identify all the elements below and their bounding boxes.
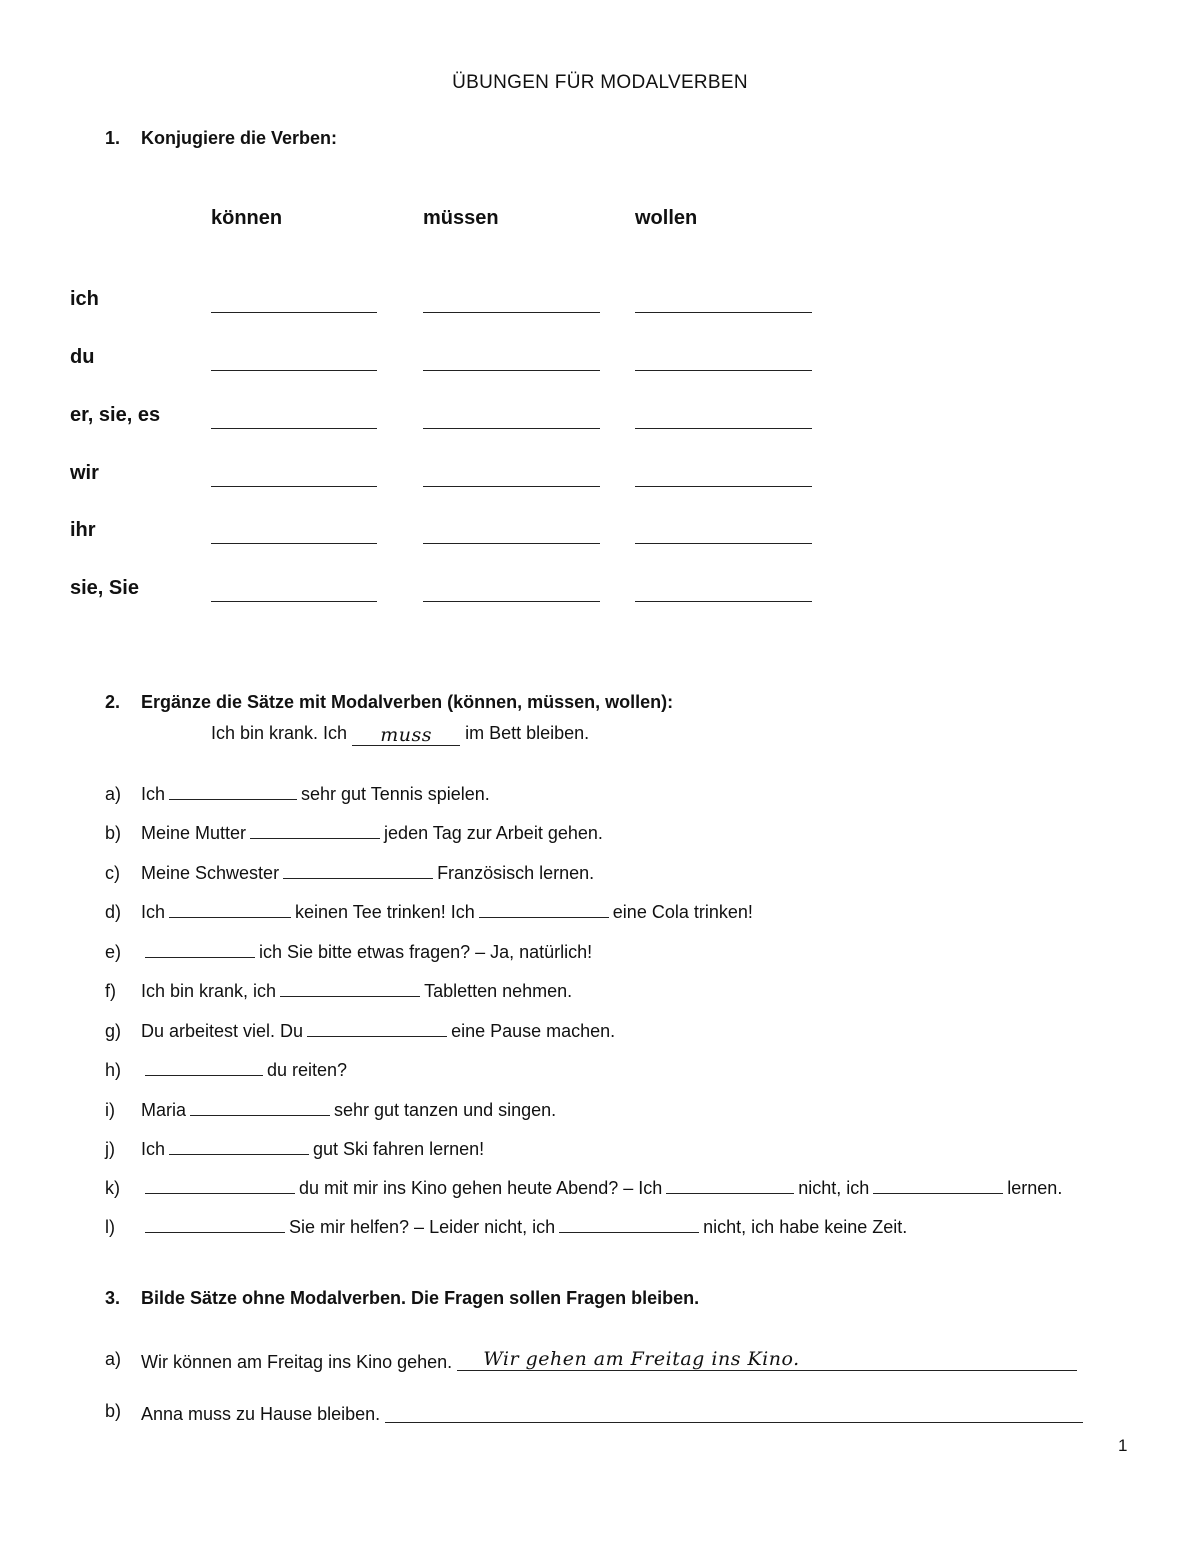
exercise-text: keinen Tee trinken! Ich: [295, 902, 475, 922]
exercise-item-label: d): [105, 902, 122, 922]
exercise-text: Tabletten nehmen.: [424, 981, 573, 1001]
conjugation-blank-muessen[interactable]: [423, 486, 600, 487]
section3-number: 3.: [105, 1288, 121, 1308]
conjugation-blank-muessen[interactable]: [423, 370, 600, 371]
exercise-text: du reiten?: [267, 1060, 348, 1080]
exercise-text: Meine Schwester: [141, 863, 280, 883]
verb-header-koennen: können: [211, 207, 283, 229]
conjugation-blank-wollen[interactable]: [635, 312, 812, 313]
exercise-item: [141, 1021, 615, 1042]
exercise-text: nicht, ich habe keine Zeit.: [703, 1217, 908, 1237]
conjugation-blank-wollen[interactable]: [635, 543, 812, 544]
fill-in-blank[interactable]: [145, 943, 255, 958]
example-after: im Bett bleiben.: [465, 723, 590, 743]
pronoun-label: er, sie, es: [70, 404, 161, 426]
exercise-item: [141, 902, 753, 923]
conjugation-blank-wollen[interactable]: [635, 601, 812, 602]
exercise-item-label: k): [105, 1178, 120, 1198]
exercise-text: Ich bin krank, ich: [141, 981, 277, 1001]
exercise-text: gut Ski fahren lernen!: [313, 1139, 485, 1159]
pronoun-label: ihr: [70, 519, 96, 541]
section3-sentence: Wir können am Freitag ins Kino gehen.: [141, 1352, 453, 1372]
section3-answer: Wir gehen am Freitag ins Kino.: [483, 1348, 800, 1370]
conjugation-blank-muessen[interactable]: [423, 543, 600, 544]
fill-in-blank[interactable]: [169, 785, 297, 800]
conjugation-blank-wollen[interactable]: [635, 428, 812, 429]
fill-in-blank[interactable]: [169, 1140, 309, 1155]
fill-in-blank[interactable]: [190, 1101, 330, 1116]
fill-in-blank[interactable]: [666, 1179, 794, 1194]
exercise-item: [141, 863, 594, 884]
section2-number: 2.: [105, 692, 121, 712]
conjugation-blank-muessen[interactable]: [423, 428, 600, 429]
verb-header-muessen: müssen: [423, 207, 499, 229]
exercise-item-label: a): [105, 784, 122, 804]
fill-in-blank[interactable]: [307, 1022, 447, 1037]
exercise-item-label: j): [105, 1139, 115, 1159]
exercise-item: [141, 942, 592, 963]
exercise-text: eine Pause machen.: [451, 1021, 616, 1041]
example-answer: muss: [380, 724, 432, 746]
fill-in-blank[interactable]: [280, 982, 420, 997]
exercise-text: Sie mir helfen? – Leider nicht, ich: [289, 1217, 556, 1237]
exercise-item-label: c): [105, 863, 120, 883]
fill-in-blank[interactable]: [283, 864, 433, 879]
exercise-text: ich Sie bitte etwas fragen? – Ja, natürlich!: [259, 942, 593, 962]
conjugation-blank-koennen[interactable]: [211, 428, 377, 429]
exercise-item: [141, 1060, 347, 1081]
section3-item-label: b): [105, 1401, 122, 1421]
exercise-item: [141, 823, 603, 844]
section3-answer-blank[interactable]: [385, 1404, 1083, 1423]
exercise-item: [141, 1178, 1062, 1199]
example-sentence: [211, 723, 589, 744]
exercise-item-label: l): [105, 1217, 115, 1237]
fill-in-blank[interactable]: [145, 1218, 285, 1233]
exercise-item: [141, 784, 490, 805]
exercise-item: [141, 1217, 907, 1238]
exercise-text: Ich: [141, 902, 166, 922]
conjugation-blank-koennen[interactable]: [211, 312, 377, 313]
fill-in-blank[interactable]: [250, 824, 380, 839]
conjugation-blank-muessen[interactable]: [423, 312, 600, 313]
exercise-text: du mit mir ins Kino gehen heute Abend? – Ich: [299, 1178, 663, 1198]
pronoun-label: du: [70, 346, 95, 368]
exercise-item: [141, 1100, 556, 1121]
pronoun-label: wir: [70, 462, 99, 484]
exercise-text: sehr gut tanzen und singen.: [334, 1100, 557, 1120]
fill-in-blank[interactable]: [559, 1218, 699, 1233]
pronoun-label: sie, Sie: [70, 577, 139, 599]
fill-in-blank[interactable]: [479, 903, 609, 918]
exercise-item: [141, 981, 572, 1002]
page-title: ÜBUNGEN FÜR MODALVERBEN: [452, 72, 748, 93]
exercise-text: lernen.: [1007, 1178, 1063, 1198]
example-answer-blank: [352, 724, 460, 746]
section1-heading: Konjugiere die Verben:: [141, 128, 338, 148]
example-before: Ich bin krank. Ich: [211, 723, 348, 743]
section3-answer-blank[interactable]: [457, 1348, 1077, 1371]
conjugation-blank-muessen[interactable]: [423, 601, 600, 602]
exercise-text: jeden Tag zur Arbeit gehen.: [384, 823, 603, 843]
section3-sentence: Anna muss zu Hause bleiben.: [141, 1404, 381, 1424]
exercise-item-label: h): [105, 1060, 122, 1080]
exercise-item-label: i): [105, 1100, 115, 1120]
exercise-item-label: e): [105, 942, 122, 962]
exercise-text: Du arbeitest viel. Du: [141, 1021, 304, 1041]
exercise-text: nicht, ich: [798, 1178, 870, 1198]
exercise-text: Französisch lernen.: [437, 863, 595, 883]
fill-in-blank[interactable]: [873, 1179, 1003, 1194]
pronoun-label: ich: [70, 288, 99, 310]
exercise-text: eine Cola trinken!: [612, 902, 753, 922]
conjugation-blank-koennen[interactable]: [211, 543, 377, 544]
conjugation-blank-koennen[interactable]: [211, 601, 377, 602]
conjugation-blank-koennen[interactable]: [211, 370, 377, 371]
section2-heading: Ergänze die Sätze mit Modalverben (können, müssen, wollen):: [141, 692, 674, 712]
exercise-text: Maria: [141, 1100, 187, 1120]
exercise-item-label: b): [105, 823, 122, 843]
section1-number: 1.: [105, 128, 121, 148]
section3-item: [141, 1401, 1083, 1425]
section3-heading: Bilde Sätze ohne Modalverben. Die Fragen sollen Fragen bleiben.: [141, 1288, 700, 1308]
exercise-item-label: f): [105, 981, 116, 1001]
exercise-text: sehr gut Tennis spielen.: [301, 784, 490, 804]
exercise-text: Ich: [141, 784, 166, 804]
fill-in-blank[interactable]: [169, 903, 291, 918]
verb-header-wollen: wollen: [635, 207, 698, 229]
section3-item-label: a): [105, 1349, 122, 1369]
conjugation-blank-wollen[interactable]: [635, 486, 812, 487]
fill-in-blank[interactable]: [145, 1179, 295, 1194]
fill-in-blank[interactable]: [145, 1061, 263, 1076]
exercise-item: [141, 1139, 484, 1160]
conjugation-blank-koennen[interactable]: [211, 486, 377, 487]
exercise-item-label: g): [105, 1021, 122, 1041]
exercise-text: Meine Mutter: [141, 823, 247, 843]
exercise-text: Ich: [141, 1139, 166, 1159]
section3-item: [141, 1349, 1077, 1373]
page-number: 1: [1118, 1436, 1128, 1455]
conjugation-blank-wollen[interactable]: [635, 370, 812, 371]
